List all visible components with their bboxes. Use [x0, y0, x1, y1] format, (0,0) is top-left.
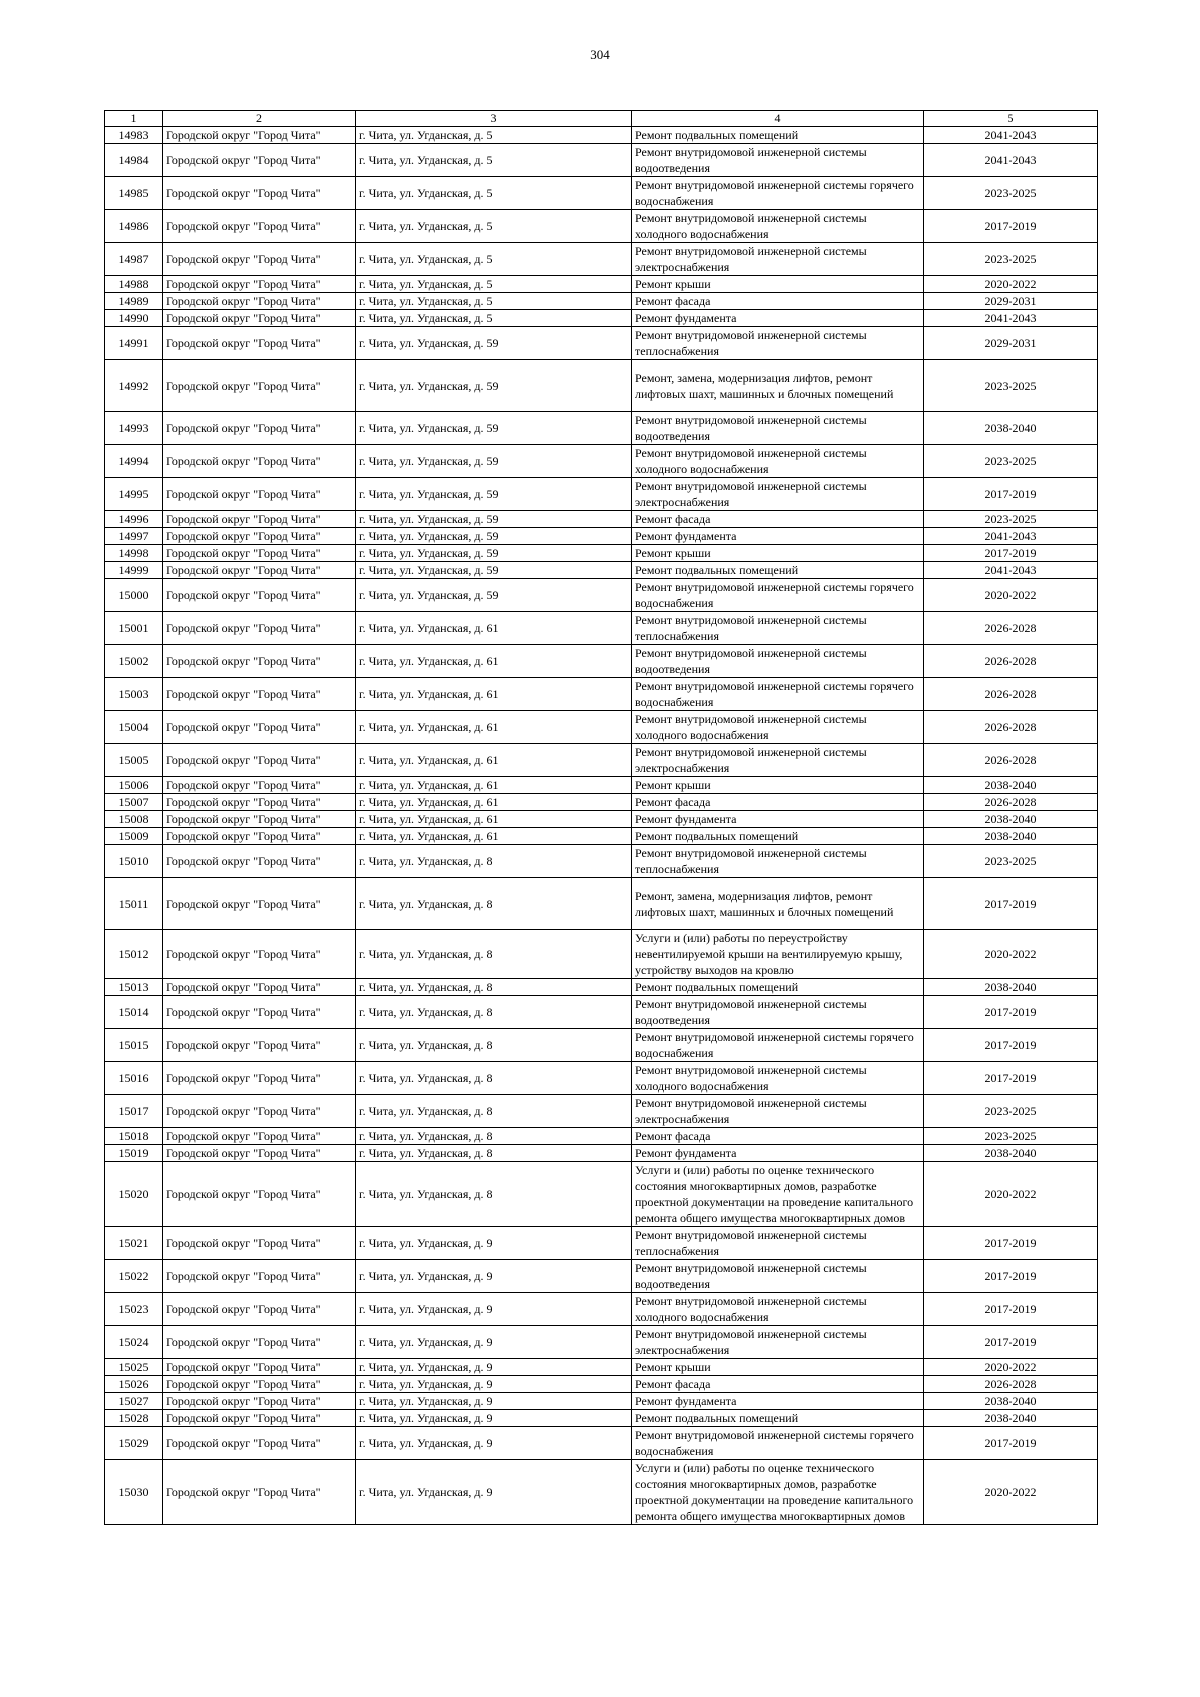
table-row: [105, 1062, 1098, 1095]
district-cell: Городской округ "Город Чита": [163, 1095, 356, 1128]
table-row: [105, 1029, 1098, 1062]
address-cell: г. Чита, ул. Угданская, д. 8: [356, 1145, 632, 1162]
table-row: [105, 478, 1098, 511]
period-cell: 2038-2040: [924, 777, 1098, 794]
address-cell: г. Чита, ул. Угданская, д. 61: [356, 828, 632, 845]
work-type-cell: Ремонт фасада: [632, 293, 924, 310]
table-row: [105, 744, 1098, 777]
table-header-row: [105, 111, 1098, 127]
district-cell: Городской округ "Город Чита": [163, 243, 356, 276]
district-cell: Городской округ "Город Чита": [163, 1293, 356, 1326]
work-type-cell: Ремонт внутридомовой инженерной системы теплоснабжения: [632, 845, 924, 878]
work-type-cell: Ремонт внутридомовой инженерной системы теплоснабжения: [632, 612, 924, 645]
address-cell: г. Чита, ул. Угданская, д. 9: [356, 1326, 632, 1359]
district-cell: Городской округ "Город Чита": [163, 276, 356, 293]
work-type-cell: Услуги и (или) работы по оценке технического состояния многоквартирных домов, разработке проектной документации на проведение капитального ремонта общего имущества многоквартирных домов: [632, 1460, 924, 1525]
address-cell: г. Чита, ул. Угданская, д. 8: [356, 996, 632, 1029]
table-row: [105, 645, 1098, 678]
row-number-cell: 14993: [105, 412, 163, 445]
address-cell: г. Чита, ул. Угданская, д. 8: [356, 979, 632, 996]
district-cell: Городской округ "Город Чита": [163, 1410, 356, 1427]
period-cell: 2026-2028: [924, 645, 1098, 678]
district-cell: Городской округ "Город Чита": [163, 930, 356, 979]
table-row: [105, 210, 1098, 243]
period-cell: 2038-2040: [924, 979, 1098, 996]
work-type-cell: Ремонт фасада: [632, 511, 924, 528]
row-number-cell: 15003: [105, 678, 163, 711]
row-number-cell: 15016: [105, 1062, 163, 1095]
table-row: [105, 1260, 1098, 1293]
district-cell: Городской округ "Город Чита": [163, 579, 356, 612]
row-number-cell: 15001: [105, 612, 163, 645]
address-cell: г. Чита, ул. Угданская, д. 5: [356, 243, 632, 276]
period-cell: 2026-2028: [924, 794, 1098, 811]
period-cell: 2020-2022: [924, 1162, 1098, 1227]
address-cell: г. Чита, ул. Угданская, д. 9: [356, 1227, 632, 1260]
table-row: [105, 1145, 1098, 1162]
row-number-cell: 15010: [105, 845, 163, 878]
work-type-cell: Ремонт внутридомовой инженерной системы теплоснабжения: [632, 1227, 924, 1260]
period-cell: 2041-2043: [924, 562, 1098, 579]
period-cell: 2038-2040: [924, 412, 1098, 445]
district-cell: Городской округ "Город Чита": [163, 511, 356, 528]
work-type-cell: Ремонт, замена, модернизация лифтов, ремонт лифтовых шахт, машинных и блочных помещений: [632, 360, 924, 412]
period-cell: 2041-2043: [924, 528, 1098, 545]
period-cell: 2017-2019: [924, 1427, 1098, 1460]
work-type-cell: Ремонт крыши: [632, 777, 924, 794]
work-type-cell: Ремонт внутридомовой инженерной системы холодного водоснабжения: [632, 1062, 924, 1095]
work-type-cell: Ремонт внутридомовой инженерной системы водоотведения: [632, 1260, 924, 1293]
district-cell: Городской округ "Город Чита": [163, 1145, 356, 1162]
row-number-cell: 15023: [105, 1293, 163, 1326]
period-cell: 2038-2040: [924, 1410, 1098, 1427]
row-number-cell: 15030: [105, 1460, 163, 1525]
table-row: [105, 777, 1098, 794]
work-type-cell: Ремонт внутридомовой инженерной системы холодного водоснабжения: [632, 210, 924, 243]
table-row: [105, 845, 1098, 878]
address-cell: г. Чита, ул. Угданская, д. 5: [356, 293, 632, 310]
row-number-cell: 15006: [105, 777, 163, 794]
district-cell: Городской округ "Город Чита": [163, 478, 356, 511]
period-cell: 2017-2019: [924, 545, 1098, 562]
work-type-cell: Ремонт фундамента: [632, 811, 924, 828]
work-type-cell: Услуги и (или) работы по оценке технического состояния многоквартирных домов, разработке проектной документации на проведение капитального ремонта общего имущества многоквартирных домов: [632, 1162, 924, 1227]
period-cell: 2017-2019: [924, 478, 1098, 511]
table-row: [105, 1393, 1098, 1410]
period-cell: 2017-2019: [924, 1260, 1098, 1293]
work-type-cell: Ремонт подвальных помещений: [632, 1410, 924, 1427]
row-number-cell: 15008: [105, 811, 163, 828]
work-type-cell: Ремонт внутридомовой инженерной системы горячего водоснабжения: [632, 678, 924, 711]
work-type-cell: Ремонт внутридомовой инженерной системы холодного водоснабжения: [632, 1293, 924, 1326]
period-cell: 2023-2025: [924, 243, 1098, 276]
address-cell: г. Чита, ул. Угданская, д. 8: [356, 1095, 632, 1128]
work-type-cell: Ремонт фасада: [632, 794, 924, 811]
row-number-cell: 15017: [105, 1095, 163, 1128]
district-cell: Городской округ "Город Чита": [163, 127, 356, 144]
address-cell: г. Чита, ул. Угданская, д. 8: [356, 1128, 632, 1145]
district-cell: Городской округ "Город Чита": [163, 1427, 356, 1460]
work-type-cell: Ремонт крыши: [632, 545, 924, 562]
header-col-1: 1: [105, 111, 163, 127]
district-cell: Городской округ "Город Чита": [163, 327, 356, 360]
district-cell: Городской округ "Город Чита": [163, 310, 356, 327]
address-cell: г. Чита, ул. Угданская, д. 59: [356, 478, 632, 511]
address-cell: г. Чита, ул. Угданская, д. 61: [356, 744, 632, 777]
period-cell: 2029-2031: [924, 327, 1098, 360]
row-number-cell: 14997: [105, 528, 163, 545]
period-cell: 2023-2025: [924, 445, 1098, 478]
period-cell: 2041-2043: [924, 144, 1098, 177]
address-cell: г. Чита, ул. Угданская, д. 5: [356, 276, 632, 293]
row-number-cell: 14989: [105, 293, 163, 310]
work-type-cell: Ремонт внутридомовой инженерной системы теплоснабжения: [632, 327, 924, 360]
district-cell: Городской округ "Город Чита": [163, 1162, 356, 1227]
row-number-cell: 15029: [105, 1427, 163, 1460]
page-number: 304: [590, 47, 610, 62]
row-number-cell: 14986: [105, 210, 163, 243]
period-cell: 2026-2028: [924, 678, 1098, 711]
row-number-cell: 14996: [105, 511, 163, 528]
work-type-cell: Ремонт внутридомовой инженерной системы горячего водоснабжения: [632, 579, 924, 612]
address-cell: г. Чита, ул. Угданская, д. 9: [356, 1460, 632, 1525]
address-cell: г. Чита, ул. Угданская, д. 59: [356, 412, 632, 445]
district-cell: Городской округ "Город Чита": [163, 293, 356, 310]
district-cell: Городской округ "Город Чита": [163, 678, 356, 711]
table-body: [105, 127, 1098, 1525]
row-number-cell: 14985: [105, 177, 163, 210]
work-type-cell: Ремонт крыши: [632, 276, 924, 293]
table-row: [105, 445, 1098, 478]
address-cell: г. Чита, ул. Угданская, д. 59: [356, 511, 632, 528]
table-row: [105, 1359, 1098, 1376]
work-type-cell: Ремонт, замена, модернизация лифтов, ремонт лифтовых шахт, машинных и блочных помещений: [632, 878, 924, 930]
table-row: [105, 562, 1098, 579]
row-number-cell: 15000: [105, 579, 163, 612]
work-type-cell: Ремонт внутридомовой инженерной системы электроснабжения: [632, 1095, 924, 1128]
table-row: [105, 1095, 1098, 1128]
district-cell: Городской округ "Город Чита": [163, 210, 356, 243]
table-row: [105, 1376, 1098, 1393]
address-cell: г. Чита, ул. Угданская, д. 59: [356, 327, 632, 360]
address-cell: г. Чита, ул. Угданская, д. 5: [356, 177, 632, 210]
district-cell: Городской округ "Город Чита": [163, 777, 356, 794]
district-cell: Городской округ "Город Чита": [163, 545, 356, 562]
district-cell: Городской округ "Город Чита": [163, 1359, 356, 1376]
address-cell: г. Чита, ул. Угданская, д. 59: [356, 562, 632, 579]
district-cell: Городской округ "Город Чита": [163, 794, 356, 811]
district-cell: Городской округ "Город Чита": [163, 1326, 356, 1359]
work-type-cell: Ремонт фундамента: [632, 528, 924, 545]
address-cell: г. Чита, ул. Угданская, д. 61: [356, 711, 632, 744]
work-type-cell: Ремонт фасада: [632, 1376, 924, 1393]
address-cell: г. Чита, ул. Угданская, д. 59: [356, 445, 632, 478]
work-type-cell: Ремонт подвальных помещений: [632, 562, 924, 579]
row-number-cell: 14991: [105, 327, 163, 360]
table-row: [105, 511, 1098, 528]
work-type-cell: Ремонт фундамента: [632, 310, 924, 327]
row-number-cell: 15025: [105, 1359, 163, 1376]
table-row: [105, 930, 1098, 979]
address-cell: г. Чита, ул. Угданская, д. 8: [356, 1029, 632, 1062]
row-number-cell: 15013: [105, 979, 163, 996]
table-row: [105, 794, 1098, 811]
row-number-cell: 15022: [105, 1260, 163, 1293]
address-cell: г. Чита, ул. Угданская, д. 59: [356, 528, 632, 545]
period-cell: 2038-2040: [924, 811, 1098, 828]
period-cell: 2020-2022: [924, 276, 1098, 293]
header-col-3: 3: [356, 111, 632, 127]
row-number-cell: 14990: [105, 310, 163, 327]
period-cell: 2038-2040: [924, 1145, 1098, 1162]
table-row: [105, 579, 1098, 612]
period-cell: 2020-2022: [924, 1460, 1098, 1525]
address-cell: г. Чита, ул. Угданская, д. 9: [356, 1393, 632, 1410]
table-row: [105, 327, 1098, 360]
row-number-cell: 14998: [105, 545, 163, 562]
district-cell: Городской округ "Город Чита": [163, 645, 356, 678]
district-cell: Городской округ "Город Чита": [163, 1376, 356, 1393]
address-cell: г. Чита, ул. Угданская, д. 61: [356, 811, 632, 828]
table-row: [105, 1293, 1098, 1326]
row-number-cell: 15005: [105, 744, 163, 777]
work-type-cell: Ремонт подвальных помещений: [632, 127, 924, 144]
address-cell: г. Чита, ул. Угданская, д. 61: [356, 612, 632, 645]
row-number-cell: 15011: [105, 878, 163, 930]
period-cell: 2026-2028: [924, 612, 1098, 645]
table-row: [105, 144, 1098, 177]
table-row: [105, 1128, 1098, 1145]
address-cell: г. Чита, ул. Угданская, д. 9: [356, 1410, 632, 1427]
period-cell: 2020-2022: [924, 1359, 1098, 1376]
table-row: [105, 1410, 1098, 1427]
table-row: [105, 293, 1098, 310]
address-cell: г. Чита, ул. Угданская, д. 5: [356, 144, 632, 177]
period-cell: 2041-2043: [924, 310, 1098, 327]
table-row: [105, 310, 1098, 327]
table-row: [105, 177, 1098, 210]
work-type-cell: Ремонт фасада: [632, 1128, 924, 1145]
header-col-2: 2: [163, 111, 356, 127]
period-cell: 2017-2019: [924, 1029, 1098, 1062]
period-cell: 2017-2019: [924, 996, 1098, 1029]
table-row: [105, 1162, 1098, 1227]
district-cell: Городской округ "Город Чита": [163, 811, 356, 828]
table-row: [105, 979, 1098, 996]
table-row: [105, 545, 1098, 562]
address-cell: г. Чита, ул. Угданская, д. 9: [356, 1293, 632, 1326]
work-type-cell: Ремонт внутридомовой инженерной системы электроснабжения: [632, 478, 924, 511]
period-cell: 2017-2019: [924, 1227, 1098, 1260]
district-cell: Городской округ "Город Чита": [163, 828, 356, 845]
row-number-cell: 15027: [105, 1393, 163, 1410]
district-cell: Городской округ "Город Чита": [163, 1260, 356, 1293]
table-row: [105, 1460, 1098, 1525]
work-type-cell: Ремонт подвальных помещений: [632, 979, 924, 996]
table-row: [105, 1427, 1098, 1460]
row-number-cell: 15026: [105, 1376, 163, 1393]
district-cell: Городской округ "Город Чита": [163, 1128, 356, 1145]
period-cell: 2017-2019: [924, 878, 1098, 930]
district-cell: Городской округ "Город Чита": [163, 711, 356, 744]
period-cell: 2026-2028: [924, 1376, 1098, 1393]
address-cell: г. Чита, ул. Угданская, д. 9: [356, 1427, 632, 1460]
address-cell: г. Чита, ул. Угданская, д. 61: [356, 777, 632, 794]
row-number-cell: 15002: [105, 645, 163, 678]
work-type-cell: Ремонт внутридомовой инженерной системы водоотведения: [632, 996, 924, 1029]
table-row: [105, 1326, 1098, 1359]
table-row: [105, 528, 1098, 545]
address-cell: г. Чита, ул. Угданская, д. 8: [356, 878, 632, 930]
row-number-cell: 15012: [105, 930, 163, 979]
district-cell: Городской округ "Город Чита": [163, 878, 356, 930]
header-col-5: 5: [924, 111, 1098, 127]
address-cell: г. Чита, ул. Угданская, д. 9: [356, 1376, 632, 1393]
row-number-cell: 15019: [105, 1145, 163, 1162]
period-cell: 2017-2019: [924, 1326, 1098, 1359]
repair-schedule-table: [104, 110, 1098, 1525]
period-cell: 2023-2025: [924, 511, 1098, 528]
address-cell: г. Чита, ул. Угданская, д. 8: [356, 845, 632, 878]
period-cell: 2023-2025: [924, 845, 1098, 878]
address-cell: г. Чита, ул. Угданская, д. 61: [356, 678, 632, 711]
row-number-cell: 14995: [105, 478, 163, 511]
work-type-cell: Ремонт внутридомовой инженерной системы горячего водоснабжения: [632, 1427, 924, 1460]
table-row: [105, 412, 1098, 445]
address-cell: г. Чита, ул. Угданская, д. 5: [356, 310, 632, 327]
period-cell: 2020-2022: [924, 579, 1098, 612]
period-cell: 2026-2028: [924, 744, 1098, 777]
district-cell: Городской округ "Город Чита": [163, 1062, 356, 1095]
period-cell: 2023-2025: [924, 360, 1098, 412]
district-cell: Городской округ "Город Чита": [163, 996, 356, 1029]
table-row: [105, 276, 1098, 293]
row-number-cell: 14983: [105, 127, 163, 144]
district-cell: Городской округ "Город Чита": [163, 144, 356, 177]
table-row: [105, 828, 1098, 845]
work-type-cell: Ремонт фундамента: [632, 1393, 924, 1410]
period-cell: 2029-2031: [924, 293, 1098, 310]
address-cell: г. Чита, ул. Угданская, д. 5: [356, 210, 632, 243]
district-cell: Городской округ "Город Чита": [163, 528, 356, 545]
row-number-cell: 15018: [105, 1128, 163, 1145]
district-cell: Городской округ "Город Чита": [163, 1227, 356, 1260]
period-cell: 2017-2019: [924, 210, 1098, 243]
period-cell: 2020-2022: [924, 930, 1098, 979]
work-type-cell: Ремонт внутридомовой инженерной системы горячего водоснабжения: [632, 177, 924, 210]
row-number-cell: 15020: [105, 1162, 163, 1227]
period-cell: 2026-2028: [924, 711, 1098, 744]
table-row: [105, 612, 1098, 645]
row-number-cell: 14987: [105, 243, 163, 276]
table-row: [105, 1227, 1098, 1260]
row-number-cell: 15007: [105, 794, 163, 811]
period-cell: 2038-2040: [924, 828, 1098, 845]
row-number-cell: 15021: [105, 1227, 163, 1260]
district-cell: Городской округ "Город Чита": [163, 562, 356, 579]
address-cell: г. Чита, ул. Угданская, д. 9: [356, 1260, 632, 1293]
row-number-cell: 14999: [105, 562, 163, 579]
address-cell: г. Чита, ул. Угданская, д. 9: [356, 1359, 632, 1376]
period-cell: 2017-2019: [924, 1062, 1098, 1095]
district-cell: Городской округ "Город Чита": [163, 1460, 356, 1525]
row-number-cell: 15004: [105, 711, 163, 744]
district-cell: Городской округ "Город Чита": [163, 360, 356, 412]
table-row: [105, 678, 1098, 711]
district-cell: Городской округ "Город Чита": [163, 177, 356, 210]
work-type-cell: Ремонт внутридомовой инженерной системы холодного водоснабжения: [632, 445, 924, 478]
district-cell: Городской округ "Город Чита": [163, 845, 356, 878]
table-row: [105, 811, 1098, 828]
district-cell: Городской округ "Город Чита": [163, 612, 356, 645]
table-row: [105, 243, 1098, 276]
address-cell: г. Чита, ул. Угданская, д. 8: [356, 1062, 632, 1095]
row-number-cell: 15009: [105, 828, 163, 845]
period-cell: 2023-2025: [924, 1095, 1098, 1128]
district-cell: Городской округ "Город Чита": [163, 1029, 356, 1062]
row-number-cell: 14988: [105, 276, 163, 293]
work-type-cell: Ремонт внутридомовой инженерной системы горячего водоснабжения: [632, 1029, 924, 1062]
table-row: [105, 711, 1098, 744]
row-number-cell: 15014: [105, 996, 163, 1029]
table-row: [105, 878, 1098, 930]
district-cell: Городской округ "Город Чита": [163, 1393, 356, 1410]
work-type-cell: Услуги и (или) работы по переустройству невентилируемой крыши на вентилируемую крышу, устройству выходов на кровлю: [632, 930, 924, 979]
row-number-cell: 15015: [105, 1029, 163, 1062]
work-type-cell: Ремонт внутридомовой инженерной системы электроснабжения: [632, 1326, 924, 1359]
work-type-cell: Ремонт внутридомовой инженерной системы водоотведения: [632, 144, 924, 177]
address-cell: г. Чита, ул. Угданская, д. 61: [356, 794, 632, 811]
address-cell: г. Чита, ул. Угданская, д. 61: [356, 645, 632, 678]
work-type-cell: Ремонт подвальных помещений: [632, 828, 924, 845]
work-type-cell: Ремонт внутридомовой инженерной системы холодного водоснабжения: [632, 711, 924, 744]
table-row: [105, 360, 1098, 412]
period-cell: 2017-2019: [924, 1293, 1098, 1326]
work-type-cell: Ремонт внутридомовой инженерной системы водоотведения: [632, 645, 924, 678]
address-cell: г. Чита, ул. Угданская, д. 8: [356, 930, 632, 979]
address-cell: г. Чита, ул. Угданская, д. 59: [356, 360, 632, 412]
district-cell: Городской округ "Город Чита": [163, 744, 356, 777]
address-cell: г. Чита, ул. Угданская, д. 59: [356, 579, 632, 612]
work-type-cell: Ремонт внутридомовой инженерной системы электроснабжения: [632, 744, 924, 777]
work-type-cell: Ремонт фундамента: [632, 1145, 924, 1162]
row-number-cell: 14984: [105, 144, 163, 177]
row-number-cell: 14992: [105, 360, 163, 412]
address-cell: г. Чита, ул. Угданская, д. 5: [356, 127, 632, 144]
row-number-cell: 14994: [105, 445, 163, 478]
address-cell: г. Чита, ул. Угданская, д. 8: [356, 1162, 632, 1227]
work-type-cell: Ремонт внутридомовой инженерной системы электроснабжения: [632, 243, 924, 276]
address-cell: г. Чита, ул. Угданская, д. 59: [356, 545, 632, 562]
work-type-cell: Ремонт внутридомовой инженерной системы водоотведения: [632, 412, 924, 445]
row-number-cell: 15024: [105, 1326, 163, 1359]
district-cell: Городской округ "Город Чита": [163, 445, 356, 478]
table-row: [105, 127, 1098, 144]
district-cell: Городской округ "Город Чита": [163, 412, 356, 445]
period-cell: 2023-2025: [924, 1128, 1098, 1145]
table-row: [105, 996, 1098, 1029]
header-col-4: 4: [632, 111, 924, 127]
work-type-cell: Ремонт крыши: [632, 1359, 924, 1376]
period-cell: 2023-2025: [924, 177, 1098, 210]
period-cell: 2041-2043: [924, 127, 1098, 144]
district-cell: Городской округ "Город Чита": [163, 979, 356, 996]
row-number-cell: 15028: [105, 1410, 163, 1427]
period-cell: 2038-2040: [924, 1393, 1098, 1410]
